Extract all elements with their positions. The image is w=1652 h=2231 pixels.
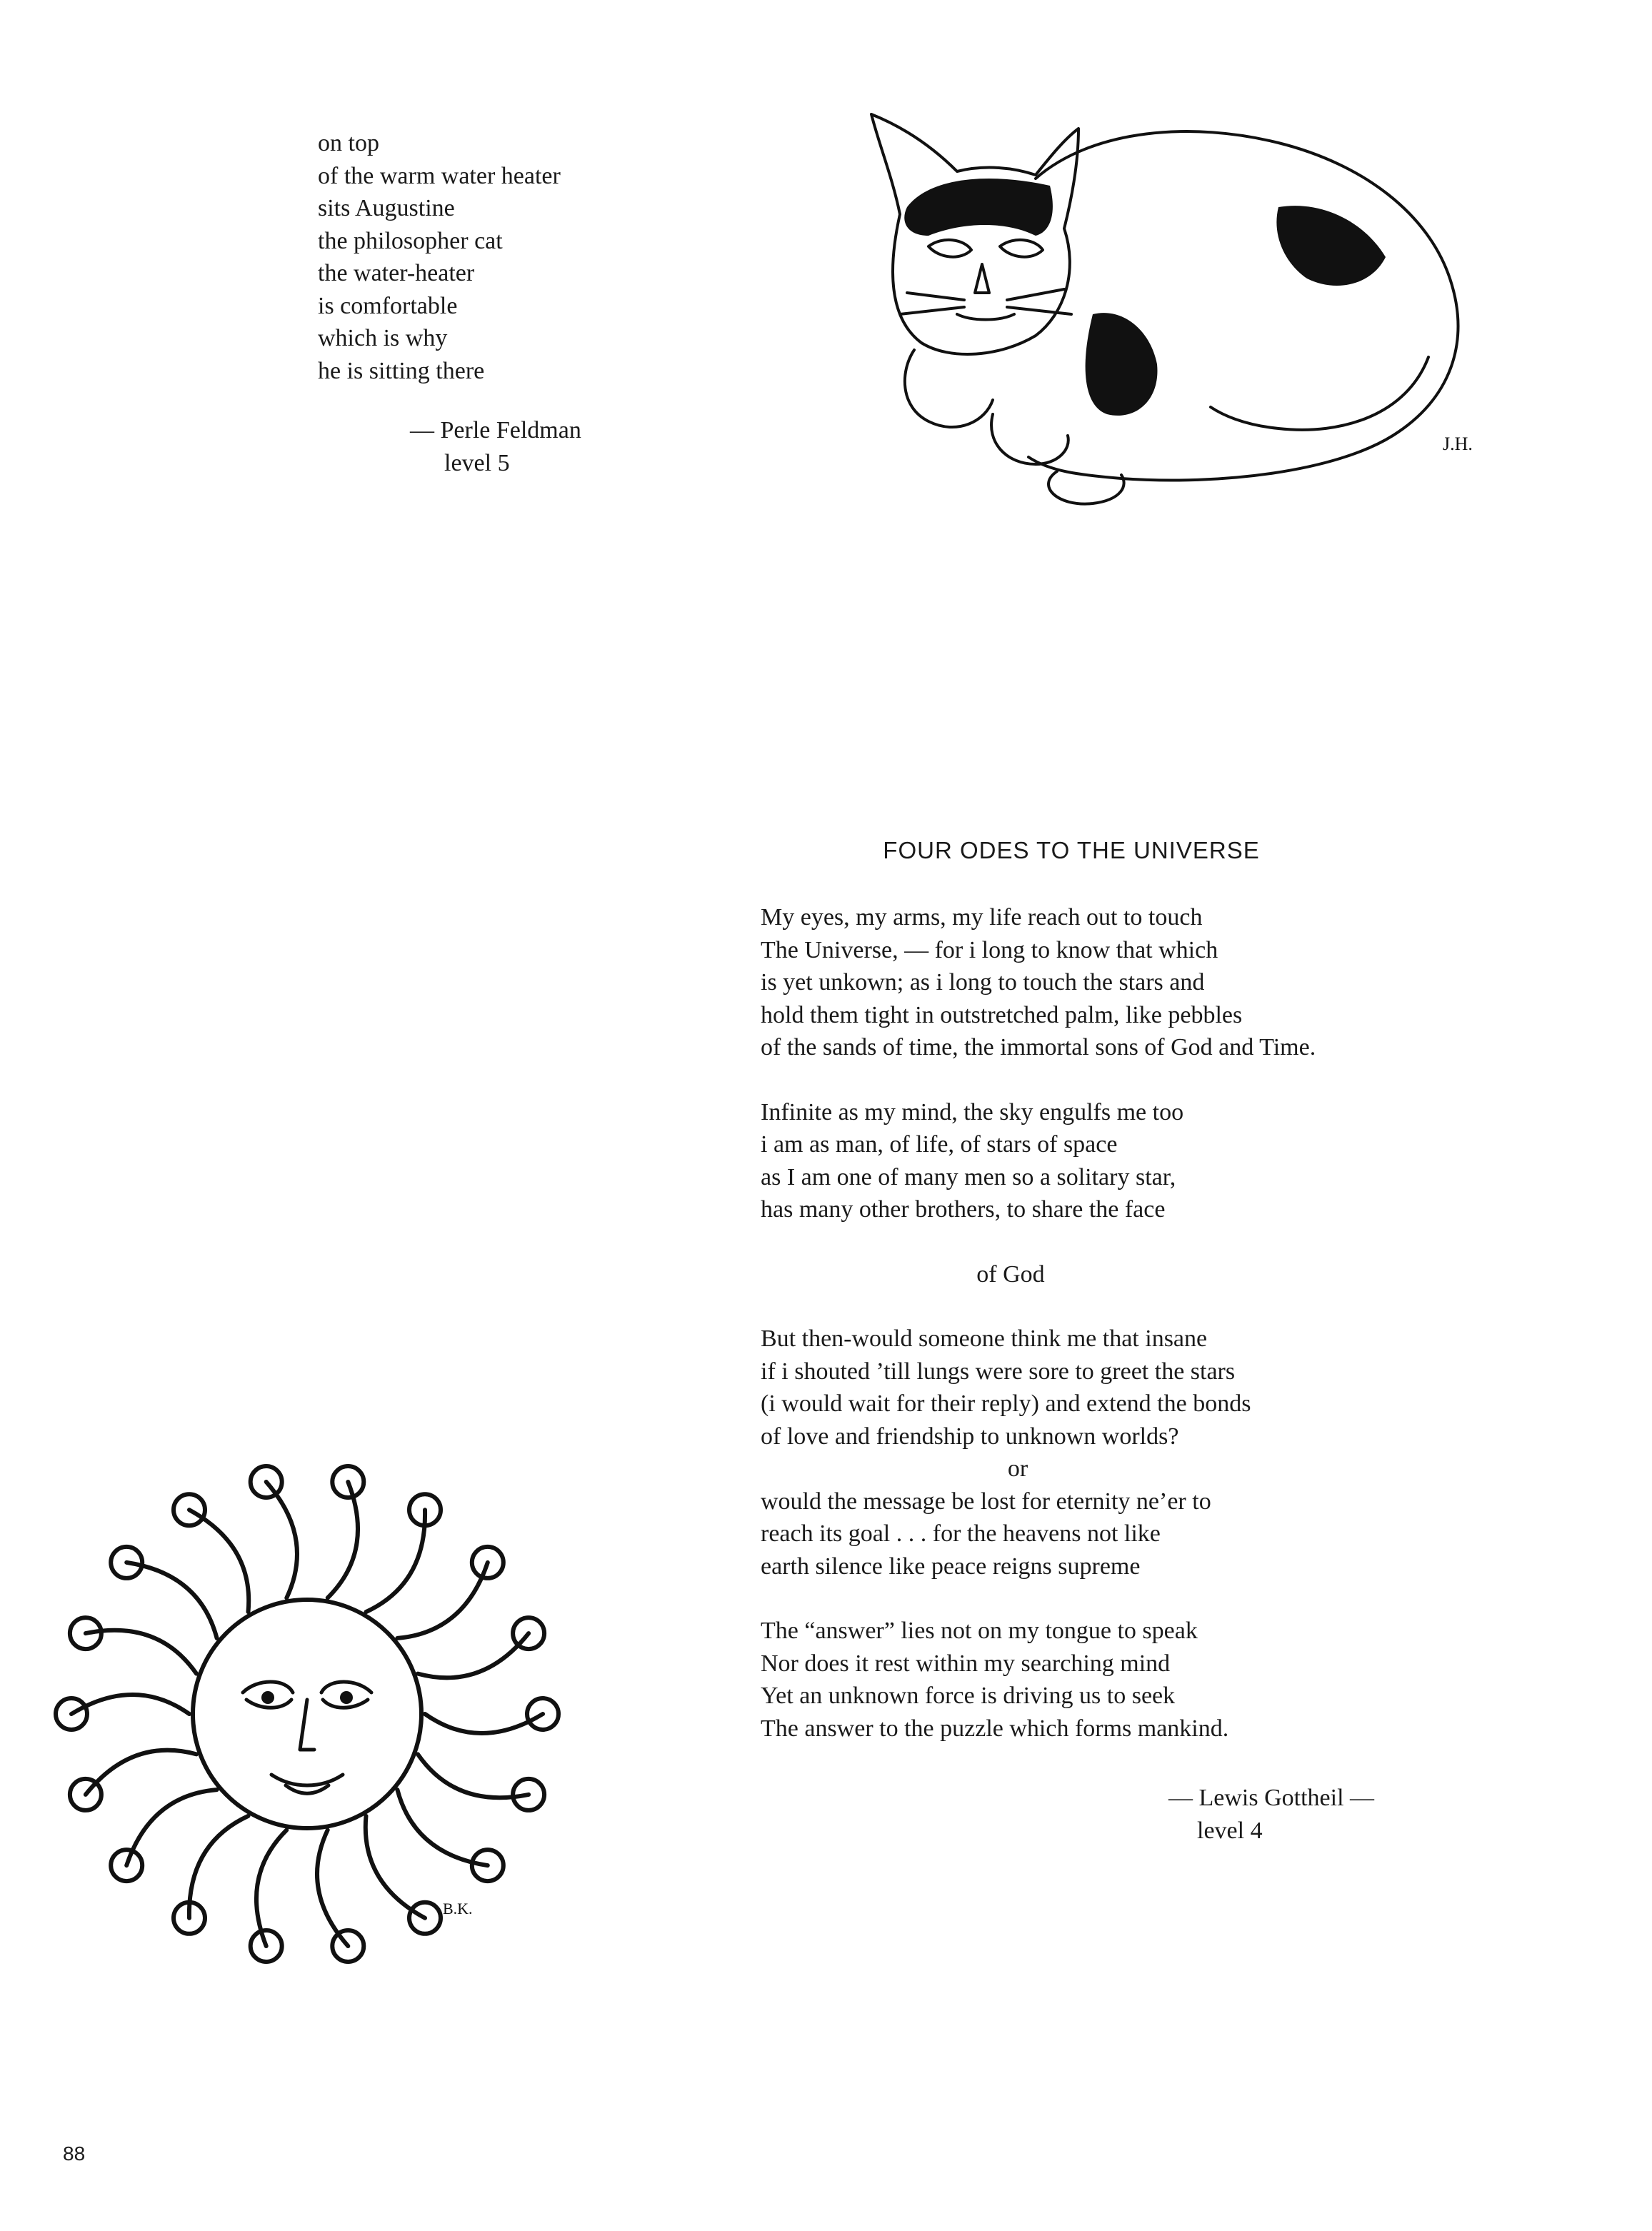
- poem-line: as I am one of many men so a solitary star,: [761, 1163, 1176, 1190]
- poem-line: has many other brothers, to share the face: [761, 1196, 1166, 1223]
- poem-line: is yet unkown; as i long to touch the stars and: [761, 969, 1205, 996]
- ode-credit: [1168, 1782, 1374, 1847]
- sun-ray: [317, 1830, 348, 1947]
- poem-augustine: [318, 127, 561, 387]
- ode-stanza: [761, 1258, 1316, 1291]
- author-name: — Perle Feldman: [410, 417, 581, 443]
- poem-line: The Universe, — for i long to know that which: [761, 936, 1218, 963]
- poem-line: sits Augustine: [318, 195, 455, 221]
- poem-line: Nor does it rest within my searching mind: [761, 1650, 1171, 1677]
- sun-illustration: [29, 1428, 586, 1985]
- sun-ray: [418, 1633, 529, 1678]
- poem-line: earth silence like peace reigns supreme: [761, 1553, 1141, 1580]
- poem-line: But then-would someone think me that insane: [761, 1325, 1208, 1352]
- ode-stanza: [761, 1096, 1316, 1226]
- poem-line: reach its goal . . . for the heavens not like: [761, 1520, 1161, 1547]
- poem-line: the philosopher cat: [318, 227, 503, 254]
- author-level: level 4: [1197, 1817, 1263, 1844]
- author-level: level 5: [444, 450, 510, 476]
- sun-ray: [71, 1695, 189, 1714]
- cat-illustration: [821, 100, 1507, 514]
- poem-line: of love and friendship to unknown worlds?: [761, 1423, 1179, 1450]
- author-name: — Lewis Gottheil —: [1168, 1785, 1375, 1811]
- poem-line: The answer to the puzzle which forms mankind.: [761, 1715, 1229, 1742]
- poem-line: if i shouted ’till lungs were sore to greet the stars: [761, 1358, 1236, 1385]
- poem-line: The “answer” lies not on my tongue to speak: [761, 1618, 1198, 1644]
- poem-line: of the sands of time, the immortal sons of God and Time.: [761, 1034, 1316, 1061]
- sun-signature: B.K.: [443, 1900, 473, 1917]
- poem-line: he is sitting there: [318, 357, 485, 384]
- poem-line: i am as man, of life, of stars of space: [761, 1131, 1118, 1158]
- sun-ray: [256, 1830, 286, 1947]
- ode-stanza: [761, 1323, 1316, 1583]
- sun-ray: [425, 1714, 543, 1733]
- poem-line: of the warm water heater: [318, 162, 561, 189]
- poem-line: My eyes, my arms, my life reach out to touch: [761, 904, 1203, 931]
- poem-line: of God: [976, 1260, 1045, 1288]
- poem-line: on top: [318, 130, 379, 156]
- sun-ray: [86, 1750, 196, 1795]
- ode-title: FOUR ODES TO THE UNIVERSE: [883, 837, 1260, 863]
- page-number: 88: [63, 2142, 86, 2165]
- ode-stanza: [761, 1615, 1316, 1745]
- sun-ray: [328, 1482, 358, 1598]
- poem-line: Infinite as my mind, the sky engulfs me too: [761, 1098, 1184, 1125]
- poem-augustine-credit: [410, 414, 581, 480]
- poem-line: hold them tight in outstretched palm, like pebbles: [761, 1001, 1243, 1028]
- ode-stanza: [761, 901, 1316, 1064]
- poem-line: (i would wait for their reply) and extend the bonds: [761, 1390, 1251, 1417]
- poem-line: which is why: [318, 325, 448, 351]
- ode-body: [761, 901, 1316, 1777]
- poem-line: or: [1007, 1455, 1028, 1482]
- poem-line: is comfortable: [318, 292, 458, 319]
- poem-line: the water-heater: [318, 260, 475, 286]
- poem-line: Yet an unknown force is driving us to seek: [761, 1683, 1176, 1709]
- cat-signature: J.H.: [1443, 433, 1473, 454]
- sun-ray: [266, 1482, 297, 1598]
- poem-line: would the message be lost for eternity ne’er to: [761, 1488, 1211, 1515]
